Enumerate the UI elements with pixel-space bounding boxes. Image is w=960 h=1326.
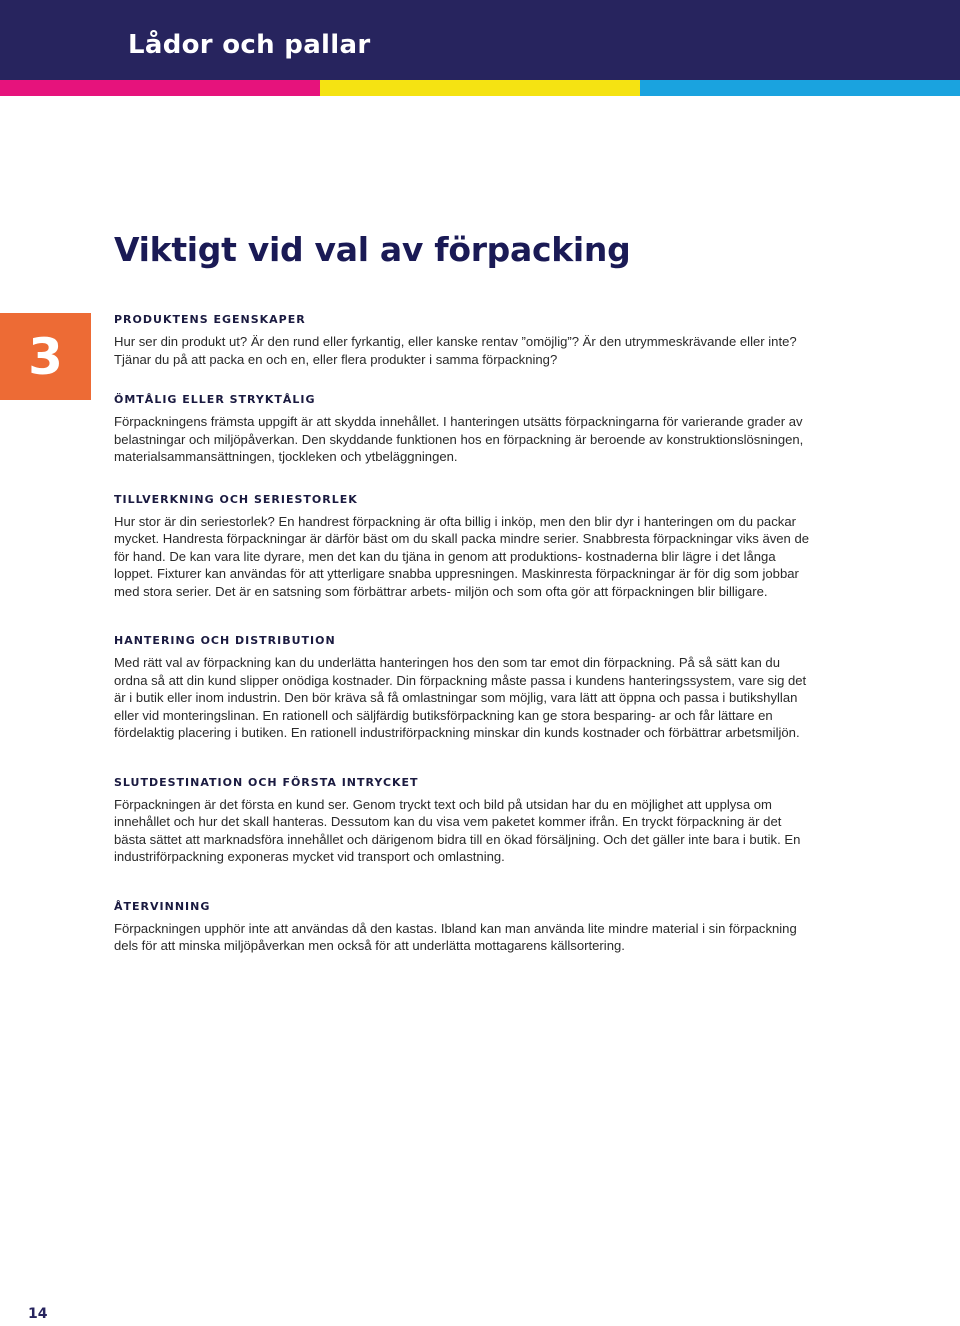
main-content [114,313,814,982]
section-body: Hur ser din produkt ut? Är den rund eller fyrkantig, eller kanske rentav ”omöjlig”? Är den utrymmeskrävande eller inte? Tjänar du på att packa en och en, eller flera produkter i samma förpackning? [114,334,797,367]
section-fragility [114,393,814,466]
section-heading: TILLVERKNING OCH SERIESTORLEK [114,492,358,506]
section-recycling [114,900,814,955]
section-manufacturing [114,493,814,601]
section-body: Förpackningen är det första en kund ser. Genom tryckt text och bild på utsidan har du en möjlighet att upplysa om innehållet och hur det skall hanteras. Dessutom kan du visa vem paketet kommer ifrån. En tryckt förpackning är det bästa sättet att marknadsföra innehållet och därigenom bidra till en ökad försäljning. Och det gäller inte bara i butik. En industriförpackning exponeras mycket vid transport och omlastning. [114,796,801,864]
section-body: Förpackningen upphör inte att användas då den kastas. Ibland kan man använda lite mindre material i sin förpackning dels för att minska miljöpåverkan men också för att underlätta mottagarens källsortering. [114,920,797,953]
section-handling [114,634,814,742]
section-product-properties [114,313,814,368]
page-title: Viktigt vid val av förpacking [114,230,631,269]
chapter-number-badge: 3 [0,313,91,400]
section-destination [114,776,814,866]
section-body: Förpackningens främsta uppgift är att skydda innehållet. I hanteringen utsätts förpackningarna för varierande grader av belastningar och miljöpåverkan. Den skyddande funktionen hos en förpackning är beroende av konstruktionslösningen, materialsammansättningen, tjockleken och ytbeläggningen. [114,414,804,464]
color-stripe-yellow [320,80,640,96]
section-heading: ÅTERVINNING [114,899,211,913]
section-body: Hur stor är din seriestorlek? En handrest förpackning är ofta billig i inköp, men den blir dyr i hanteringen om du packar mycket. Handresta förpackningar är därför bäst om du skall packa mindre serier. Snabbresta förpackningar viks även de för hand. De kan vara lite dyrare, men det kan du tjäna in genom att produktions- kostnaderna blir lägre i det långa loppet. Fixturer kan användas för att ytterligare snabba uppresningen. Maskinresta förpackningar är för dig som jobbar med stora serier. Det är en satsning som förbättrar arbets- miljön och som ofta gör att förpackningen blir billigare. [114,513,810,599]
section-body: Med rätt val av förpackning kan du underlätta hanteringen hos den som tar emot din förpackning. På så sätt kan du ordna så att din kund slipper onödiga kostnader. Din förpackning måste passa i kundens hanteringssystem, vare sig det är i butik eller inom industrin. Den bör kräva så få omlastningar som möjlig, vara lätt att öppna och passa i butikshyllan eller vid monteringslinan. En rationell och säljfärdig butiksförpackning kan ge stora besparing- ar och får lättare en fördelaktig placering i butiken. En rationell industriförpackning minskar din kunds kostnader och förbättrar arbetsmiljön. [114,655,807,740]
color-stripe-magenta [0,80,320,96]
header-title: Lådor och pallar [128,30,371,60]
section-heading: ÖMTÅLIG ELLER STRYKTÅLIG [114,393,316,406]
section-heading: HANTERING OCH DISTRIBUTION [114,634,336,647]
page-number: 14 [28,1306,48,1322]
section-heading: PRODUKTENS EGENSKAPER [114,313,306,326]
section-heading: SLUTDESTINATION OCH FÖRSTA INTRYCKET [114,775,419,789]
color-stripe-cyan [640,80,960,96]
